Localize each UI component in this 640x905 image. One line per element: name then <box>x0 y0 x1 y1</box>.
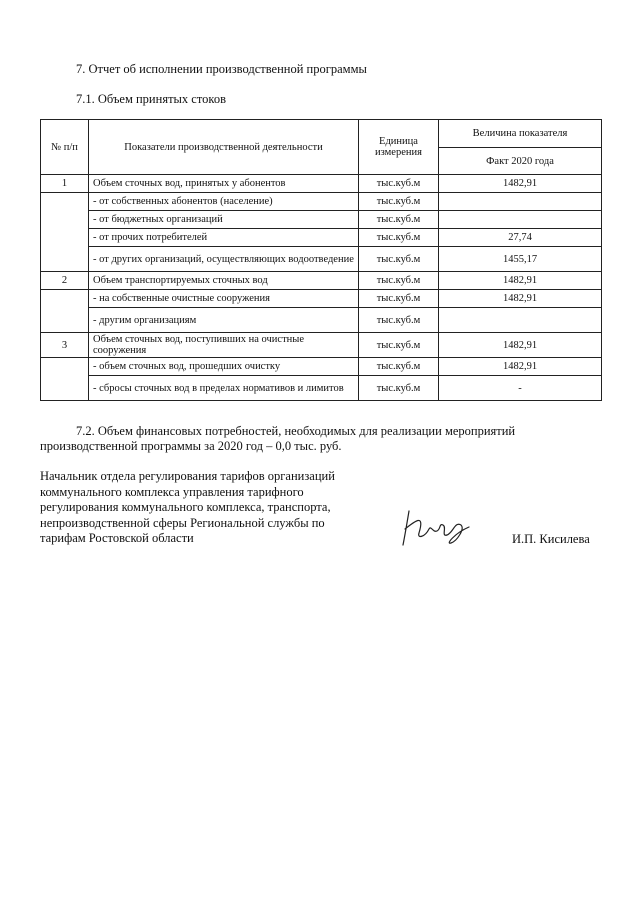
table-row <box>41 272 602 290</box>
title-line: коммунального комплекса управления тарифного <box>40 484 304 499</box>
row-unit: тыс.куб.м <box>359 272 439 290</box>
row-value: - <box>439 376 602 401</box>
row-name: - сбросы сточных вод в пределах нормативов и лимитов <box>89 376 359 401</box>
row-name: - другим организациям <box>89 308 359 333</box>
row-num <box>41 290 89 333</box>
report-table <box>40 119 602 401</box>
table-row <box>41 229 602 247</box>
row-unit: тыс.куб.м <box>359 376 439 401</box>
title-line: тарифам Ростовской области <box>40 531 194 545</box>
table-header-row <box>41 120 602 148</box>
row-name: Объем сточных вод, принятых у абонентов <box>89 175 359 193</box>
handwritten-signature <box>395 503 475 551</box>
row-name: - от бюджетных организаций <box>89 211 359 229</box>
row-num <box>41 358 89 401</box>
row-name: Объем сточных вод, поступивших на очистные сооружения <box>89 333 359 358</box>
row-value: 1482,91 <box>439 290 602 308</box>
row-num: 1 <box>41 175 89 193</box>
row-unit: тыс.куб.м <box>359 333 439 358</box>
signer-name: И.П. Кисилева <box>512 532 590 546</box>
row-num: 2 <box>41 272 89 290</box>
row-value: 1482,91 <box>439 333 602 358</box>
row-value <box>439 193 602 211</box>
row-value <box>439 308 602 333</box>
row-unit: тыс.куб.м <box>359 211 439 229</box>
row-unit: тыс.куб.м <box>359 175 439 193</box>
row-name: - от собственных абонентов (население) <box>89 193 359 211</box>
row-unit: тыс.куб.м <box>359 247 439 272</box>
title-line: непроизводственной сферы Региональной службы по <box>40 515 325 530</box>
table-row <box>41 358 602 376</box>
row-num: 3 <box>41 333 89 358</box>
subsection-heading: 7.1. Объем принятых стоков <box>76 92 226 106</box>
row-value: 1482,91 <box>439 358 602 376</box>
header-unit: Единица измерения <box>359 120 439 175</box>
header-num: № п/п <box>41 120 89 175</box>
row-value: 27,74 <box>439 229 602 247</box>
table-row <box>41 247 602 272</box>
table-row <box>41 376 602 401</box>
table-row <box>41 290 602 308</box>
table-row <box>41 193 602 211</box>
section-heading: 7. Отчет об исполнении производственной программы <box>76 62 367 76</box>
row-value: 1482,91 <box>439 272 602 290</box>
row-value <box>439 211 602 229</box>
row-name: - объем сточных вод, прошедших очистку <box>89 358 359 376</box>
table-row <box>41 211 602 229</box>
table-row <box>41 308 602 333</box>
row-name: - от других организаций, осуществляющих водоотведение <box>89 247 359 272</box>
row-unit: тыс.куб.м <box>359 358 439 376</box>
row-value: 1455,17 <box>439 247 602 272</box>
title-line: регулирования коммунального комплекса, транспорта, <box>40 500 331 514</box>
header-value: Величина показателя <box>439 120 602 148</box>
row-unit: тыс.куб.м <box>359 308 439 333</box>
row-name: Объем транспортируемых сточных вод <box>89 272 359 290</box>
row-unit: тыс.куб.м <box>359 290 439 308</box>
paragraph-line-1: 7.2. Объем финансовых потребностей, необходимых для реализации мероприятий <box>76 424 516 438</box>
paragraph-line-2: производственной программы за 2020 год – 0,0 тыс. руб. <box>40 439 342 453</box>
header-value-sub: Факт 2020 года <box>439 148 602 175</box>
row-name: - от прочих потребителей <box>89 229 359 247</box>
header-indicator: Показатели производственной деятельности <box>89 120 359 175</box>
financial-paragraph <box>40 424 594 454</box>
signatory-title <box>40 469 370 547</box>
table-row <box>41 175 602 193</box>
row-unit: тыс.куб.м <box>359 193 439 211</box>
row-num <box>41 193 89 272</box>
title-line: Начальник отдела регулирования тарифов организаций <box>40 469 335 483</box>
row-name: - на собственные очистные сооружения <box>89 290 359 308</box>
row-value: 1482,91 <box>439 175 602 193</box>
table-row <box>41 333 602 358</box>
row-unit: тыс.куб.м <box>359 229 439 247</box>
